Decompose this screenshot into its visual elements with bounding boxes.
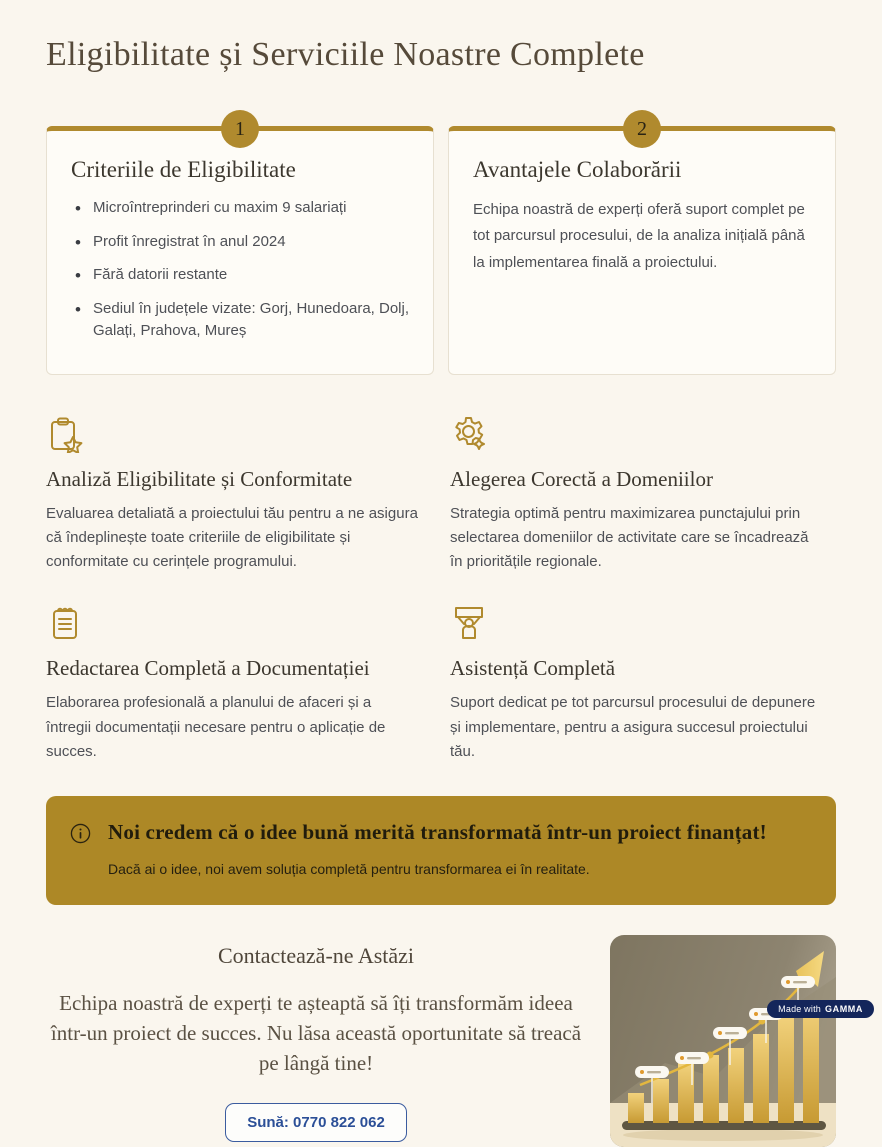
list-item: • Fără datorii restante (71, 264, 409, 287)
gear-sparkle-icon (450, 415, 488, 453)
highlight-banner (46, 796, 836, 905)
contact-section (46, 935, 836, 1147)
badge-brand: GAMMA (825, 1004, 863, 1014)
card-title: Criteriile de Eligibilitate (71, 157, 296, 182)
card-number-badge: 2 (623, 110, 661, 148)
person-banner-icon (450, 604, 488, 642)
feature-documentation (46, 604, 432, 764)
growth-chart-image (610, 935, 836, 1147)
list-item: • Microîntreprinderi cu maxim 9 salariați (71, 197, 409, 220)
card-eligibility-criteria (46, 117, 434, 375)
call-button[interactable]: Sună: 0770 822 062 (225, 1103, 407, 1142)
feature-body: Suport dedicat pe tot parcursul procesului de depunere și implementare, pentru a asigura succesul proiectului tău. (450, 694, 816, 760)
feature-body: Evaluarea detaliată a proiectului tău pentru a ne asigura că îndeplinește toate criteriile de eligibilitate și conformitate cu cerințele programului. (46, 504, 418, 571)
feature-eligibility-analysis (46, 415, 432, 575)
banner-text (108, 820, 767, 877)
card-number-badge: 1 (221, 110, 259, 148)
card-collaboration-advantages (448, 117, 836, 375)
feature-title: Asistență Completă (450, 656, 616, 681)
list-item: • Sediul în județele vizate: Gorj, Hunedoara, Dolj, Galați, Prahova, Mureș (71, 298, 409, 343)
clipboard-star-icon (46, 415, 84, 453)
feature-assistance (450, 604, 836, 764)
card-body: Echipa noastră de experți oferă suport complet pe tot parcursul procesului, de la analiza inițială până la implementarea finală a proiectului. (473, 201, 805, 271)
card-title: Avantajele Colaborării (473, 157, 682, 182)
list-item: • Profit înregistrat în anul 2024 (71, 231, 409, 254)
feature-title: Alegerea Corectă a Domeniilor (450, 466, 713, 491)
feature-body: Strategia optimă pentru maximizarea punctajului prin selectarea domeniilor de activitate care se încadrează în prioritățile regionale. (450, 504, 809, 571)
contact-title: Contactează-ne Astăzi (217, 943, 415, 969)
banner-title: Noi credem că o idee bună merită transformată într-un proiect finanțat! (108, 820, 767, 845)
made-with-gamma-badge[interactable] (767, 1000, 874, 1018)
feature-grid (46, 415, 836, 765)
numbered-cards (46, 117, 836, 375)
notepad-icon (46, 604, 84, 642)
contact-text-block (46, 935, 586, 1147)
eligibility-bullet-list (71, 197, 409, 343)
feature-title: Analiză Eligibilitate și Conformitate (46, 466, 353, 491)
feature-body: Elaborarea profesională a planului de afaceri și a întregii documentații necesare pentru o aplicație de succes. (46, 694, 386, 760)
gold-bar-chart-illustration (610, 935, 836, 1147)
feature-domain-selection (450, 415, 836, 575)
contact-body: Echipa noastră de experți te așteaptă să îți transformăm ideea într-un proiect de succes. Nu lăsa această oportunitate să treacă pe lângă tine! (50, 991, 582, 1075)
banner-subtitle: Dacă ai o idee, noi avem soluția completă pentru transformarea ei în realitate. (108, 861, 590, 878)
badge-prefix: Made with (778, 1004, 821, 1014)
feature-title: Redactarea Completă a Documentației (46, 656, 370, 681)
info-icon (70, 823, 91, 844)
page-title: Eligibilitate și Serviciile Noastre Complete (46, 36, 645, 73)
